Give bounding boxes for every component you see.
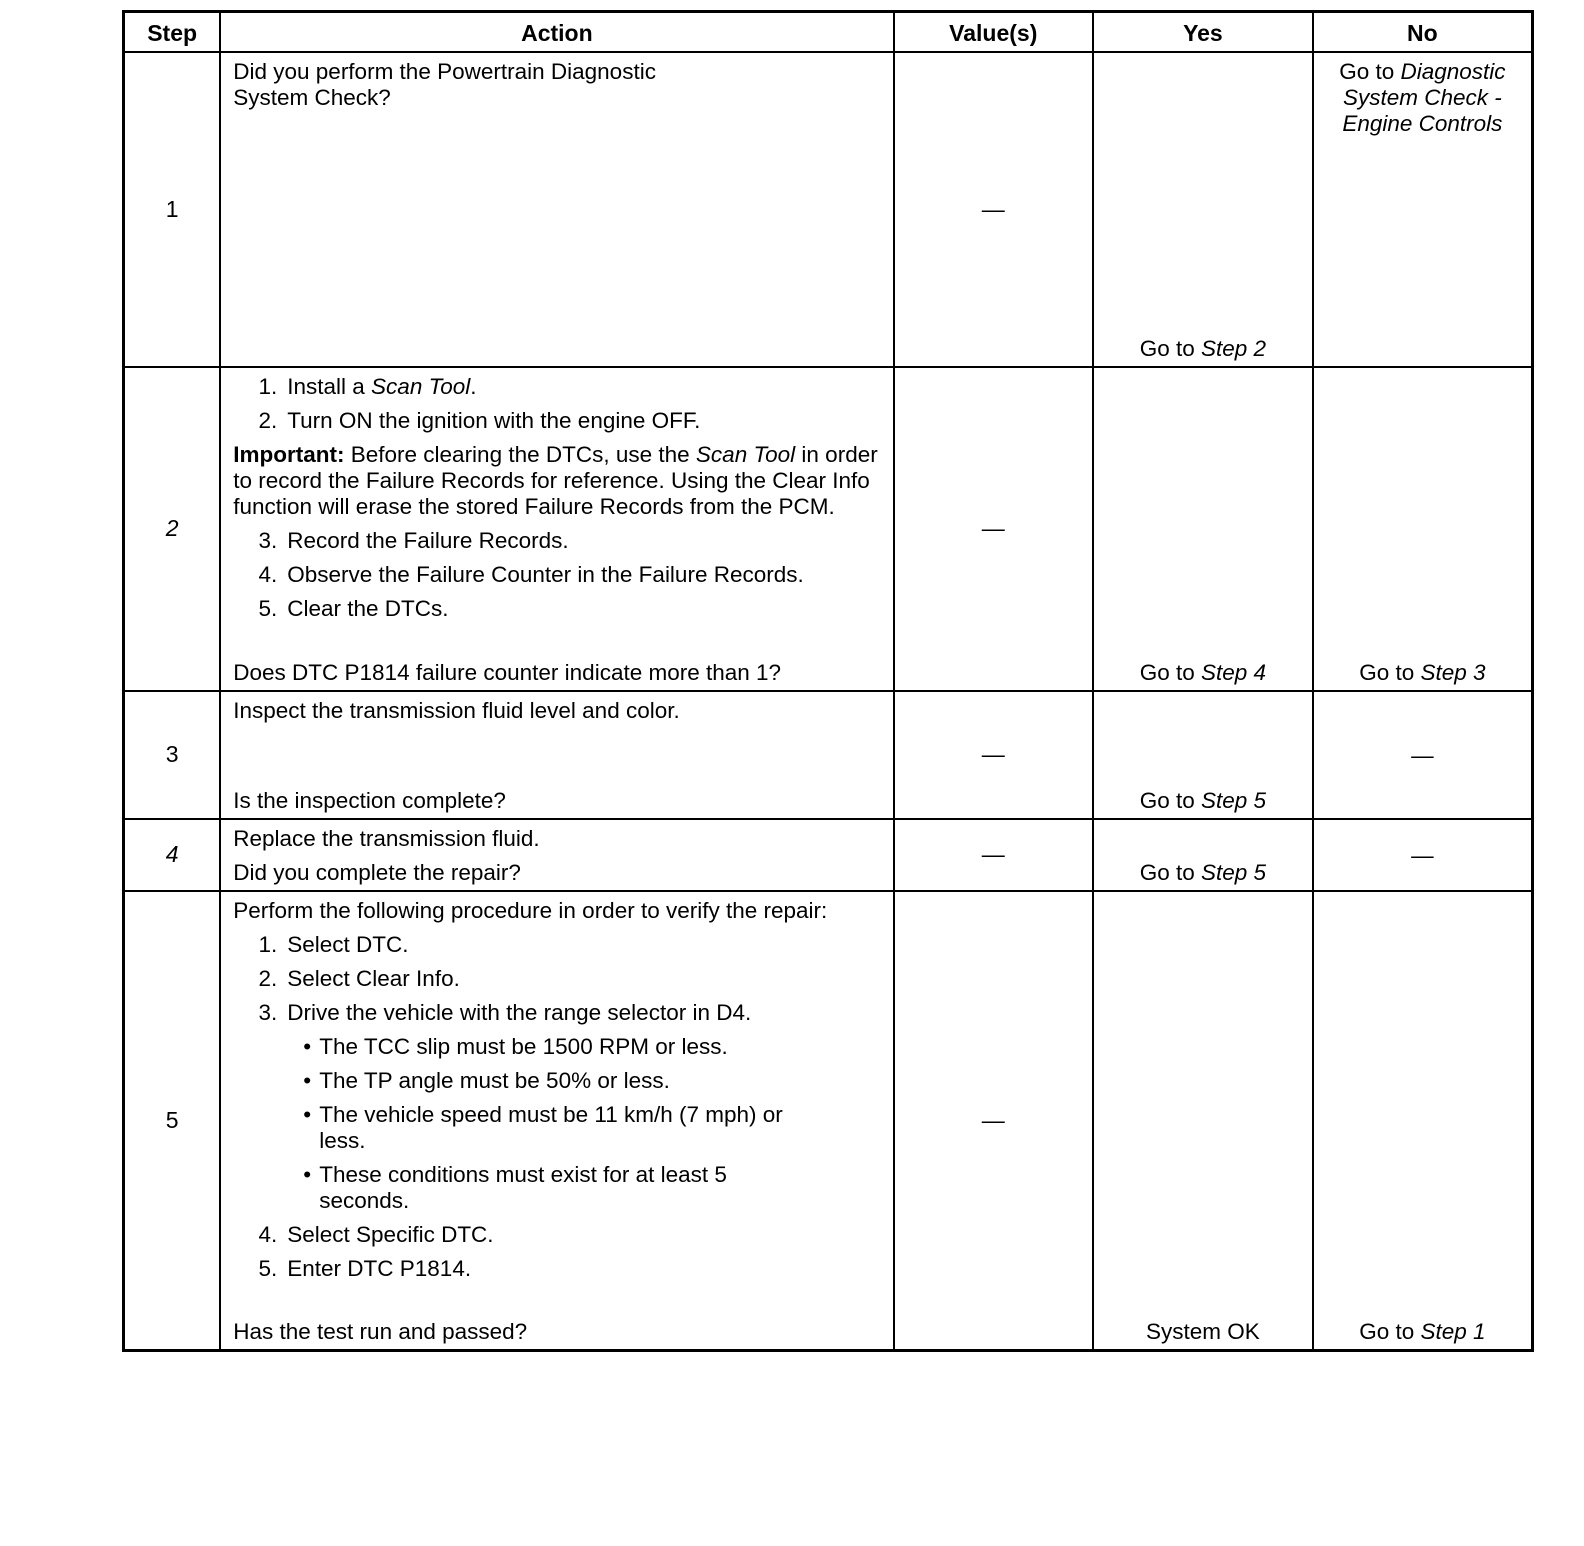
header-no: No	[1313, 12, 1533, 53]
values-cell	[894, 367, 1094, 691]
action-list-item: 1. Select DTC.	[258, 931, 409, 957]
action-bullet: • The vehicle speed must be 11 km/h (7 mph) or less.	[303, 1101, 783, 1153]
dash-mark: —	[981, 841, 1005, 867]
dash-mark: —	[981, 741, 1005, 767]
no-cell	[1313, 819, 1533, 891]
header-step: Step	[124, 12, 221, 53]
no-goto[interactable]: Go to Step 3	[1359, 659, 1486, 685]
yes-cell	[1093, 691, 1313, 819]
step-number: 2	[124, 367, 221, 691]
header-yes: Yes	[1093, 12, 1313, 53]
dash-mark: —	[1411, 742, 1434, 768]
no-step-link[interactable]: Step 3	[1420, 659, 1486, 685]
no-cell	[1313, 891, 1533, 1351]
step-number: 5	[124, 891, 221, 1351]
action-text: Inspect the transmission fluid level and color.	[233, 697, 680, 723]
table-row-step-2	[124, 367, 1533, 691]
step-number: 1	[124, 52, 221, 367]
dash-mark: —	[1411, 842, 1434, 868]
action-list-item: 1. Install a Scan Tool.	[258, 373, 477, 399]
action-list-item: 5. Clear the DTCs.	[258, 595, 449, 621]
values-cell	[894, 52, 1094, 367]
step-number: 4	[124, 819, 221, 891]
action-list-item: 2. Turn ON the ignition with the engine OFF.	[258, 407, 701, 433]
action-text: Replace the transmission fluid.	[233, 825, 540, 851]
yes-step-link[interactable]: Step 4	[1201, 659, 1267, 685]
action-bullet: • These conditions must exist for at least 5 seconds.	[303, 1161, 727, 1213]
no-cell	[1313, 52, 1533, 367]
dash-mark: —	[981, 1106, 1005, 1133]
action-bullet: • The TP angle must be 50% or less.	[303, 1067, 670, 1093]
yes-result: System OK	[1146, 1319, 1260, 1344]
yes-goto[interactable]: Go to Step 4	[1139, 659, 1267, 685]
action-cell	[220, 52, 893, 367]
action-question: Is the inspection complete?	[233, 787, 506, 813]
yes-cell	[1093, 367, 1313, 691]
action-bullet: • The TCC slip must be 1500 RPM or less.	[303, 1033, 728, 1059]
dash-mark: —	[981, 195, 1005, 222]
yes-cell	[1093, 819, 1313, 891]
values-cell	[894, 691, 1094, 819]
action-question: Did you complete the repair?	[233, 859, 521, 885]
table-row-step-5	[124, 891, 1533, 1351]
action-cell	[220, 367, 893, 691]
action-intro: Perform the following procedure in order to verify the repair:	[233, 897, 828, 923]
table-row-step-4	[124, 819, 1533, 891]
no-step-link[interactable]: Step 1	[1420, 1319, 1486, 1344]
no-goto[interactable]: Go to Diagnostic System Check - Engine Controls	[1339, 59, 1506, 136]
action-list-item: 4. Select Specific DTC.	[258, 1221, 494, 1247]
important-note: Important: Before clearing the DTCs, use the Scan Tool in order to record the Failure Records for reference. Using the Clear Info function will erase the stored Failure Records from the PCM.	[233, 441, 878, 519]
header-row	[124, 12, 1533, 53]
values-cell	[894, 819, 1094, 891]
yes-goto[interactable]: Go to Step 5	[1139, 859, 1267, 885]
step-number: 3	[124, 691, 221, 819]
table-row-step-1	[124, 52, 1533, 367]
header-values: Value(s)	[894, 12, 1094, 53]
action-list-item: 3. Drive the vehicle with the range selector in D4.	[258, 999, 752, 1025]
yes-cell	[1093, 52, 1313, 367]
action-cell	[220, 819, 893, 891]
action-list-item: 4. Observe the Failure Counter in the Failure Records.	[258, 561, 804, 587]
yes-step-link[interactable]: Step 5	[1201, 787, 1267, 813]
action-cell	[220, 691, 893, 819]
action-list-item: 5. Enter DTC P1814.	[258, 1255, 472, 1281]
no-goto[interactable]: Go to Step 1	[1359, 1319, 1486, 1344]
yes-goto[interactable]: Go to Step 5	[1139, 787, 1267, 813]
action-question: Has the test run and passed?	[233, 1319, 528, 1344]
yes-step-link[interactable]: Step 2	[1201, 335, 1267, 361]
diagnostic-table	[122, 10, 1534, 1352]
important-label: Important:	[233, 441, 345, 467]
no-cell	[1313, 691, 1533, 819]
yes-step-link[interactable]: Step 5	[1201, 859, 1267, 885]
dash-mark: —	[981, 515, 1005, 541]
yes-goto[interactable]: Go to Step 2	[1139, 335, 1267, 361]
action-list-item: 3. Record the Failure Records.	[258, 527, 569, 553]
no-step-link[interactable]: Diagnostic System Check - Engine Controls	[1342, 59, 1506, 136]
action-cell	[220, 891, 893, 1351]
action-list-item: 2. Select Clear Info.	[258, 965, 460, 991]
yes-cell	[1093, 891, 1313, 1351]
no-cell	[1313, 367, 1533, 691]
header-action: Action	[220, 12, 893, 53]
table-row-step-3	[124, 691, 1533, 819]
action-question: Does DTC P1814 failure counter indicate more than 1?	[233, 659, 782, 685]
action-question: Did you perform the Powertrain Diagnostic System Check?	[233, 59, 656, 110]
values-cell	[894, 891, 1094, 1351]
